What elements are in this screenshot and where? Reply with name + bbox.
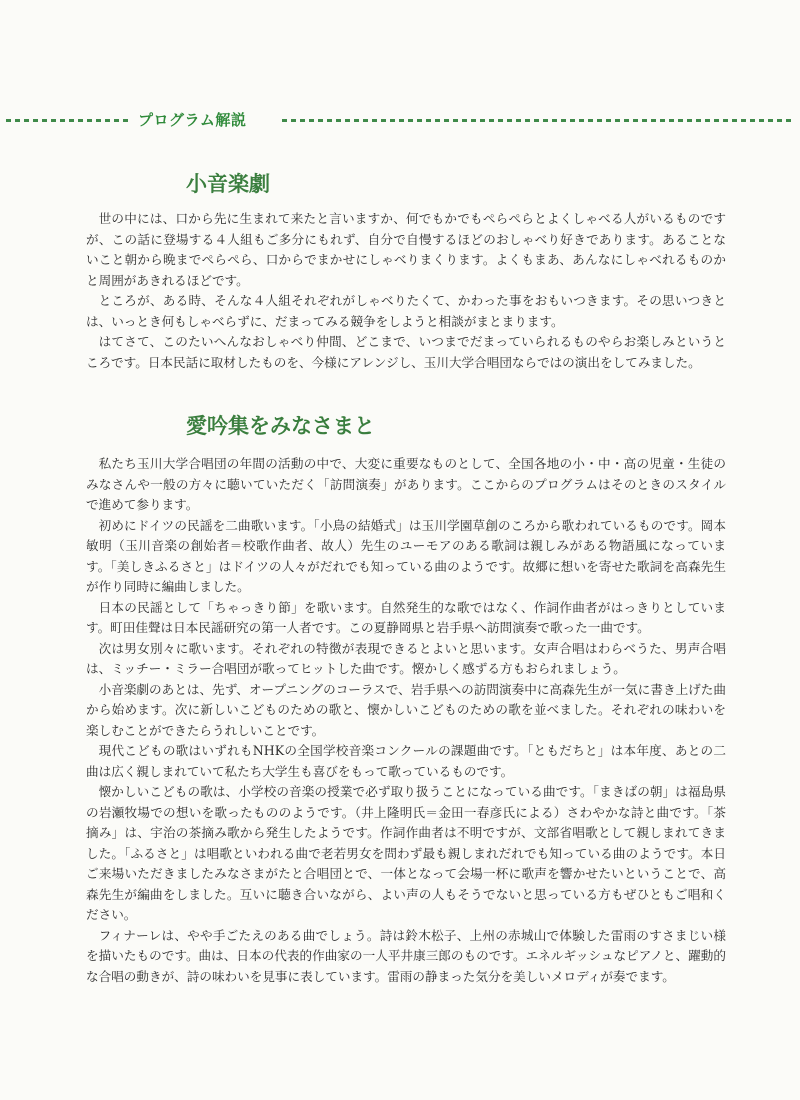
paragraph: 日本の民謡として「ちゃっきり節」を歌います。自然発生的な歌ではなく、作詞作曲者がはっきりとしています。町田佳聲は日本民謡研究の第一人者です。この夏静岡県と岩手県へ訪問演奏で歌った一曲です。 <box>86 599 726 635</box>
header-title: プログラム解説 <box>138 111 247 129</box>
section-title-small-music-drama: 小音楽劇 <box>186 172 270 196</box>
header-rule-right <box>282 119 794 122</box>
section-body-small-music-drama <box>86 209 726 373</box>
paragraph: 世の中には、口から先に生まれて来たと言いますか、何でもかでもぺらぺらとよくしゃべる人がいるものですが、この話に登場する４人組もご多分にもれず、自分で自慢するほどのおしゃべり好きであります。あることないこと朝から晩までぺらぺら、口からでまかせにしゃべりまくります。よくもまあ、あんなにしゃべれるものかと周囲があきれるほどです。 <box>86 211 726 288</box>
paragraph: 次は男女別々に歌います。それぞれの特徴が表現できるとよいと思います。女声合唱はわらべうた、男声合唱は、ミッチー・ミラー合唱団が歌ってヒットした曲です。懐かしく感ずる方もおられましょう。 <box>86 640 726 676</box>
paragraph: 小音楽劇のあとは、先ず、オープニングのコーラスで、岩手県への訪問演奏中に高森先生が一気に書き上げた曲から始めます。次に新しいこどものための歌と、懐かしいこどものための歌を並べました。それぞれの味わいを楽しむことができたらうれしいことです。 <box>86 681 726 738</box>
paragraph: はてさて、このたいへんなおしゃべり仲間、どこまで、いつまでだまっていられるものやらお楽しみというところです。日本民話に取材したものを、今様にアレンジし、玉川大学合唱団ならではの演出をしてみました。 <box>86 334 726 370</box>
section-body-aigin-collection <box>86 454 726 987</box>
paragraph: 現代こどもの歌はいずれもNHKの全国学校音楽コンクールの課題曲です。「ともだちと」は本年度、あとの二曲は広く親しまれていて私たち大学生も喜びをもって歌っているものです。 <box>86 743 726 779</box>
section-header <box>0 108 800 132</box>
paragraph: 懐かしいこどもの歌は、小学校の音楽の授業で必ず取り扱うことになっている曲です。「まきばの朝」は福島県の岩瀬牧場での想いを歌ったもののようです。（井上隆明氏＝金田一春彦氏による）さわやかな詩と曲です。「茶摘み」は、宇治の茶摘み歌から発生したようです。作詞作曲者は不明ですが、文部省唱歌として親しまれてきました。「ふるさと」は唱歌といわれる曲で老若男女を問わず最も親しまれだれでも知っている曲のようです。本日ご来場いただきましたみなさまがたと合唱団とで、一体となって会場一杯に歌声を響かせたいということで、高森先生が編曲をしました。互いに聴き合いながら、よい声の人もそうでないと思っている方もぜひともご唱和ください。 <box>86 784 726 922</box>
header-rule-left <box>6 119 130 122</box>
paragraph: フィナーレは、やや手ごたえのある曲でしょう。詩は鈴木松子、上州の赤城山で体験した雷雨のすさまじい様を描いたものです。曲は、日本の代表的作曲家の一人平井康三郎のものです。エネルギッシュなピアノと、躍動的な合唱の動きが、詩の味わいを見事に表しています。雷雨の静まった気分を美しいメロディが奏でます。 <box>86 927 726 984</box>
paragraph: 初めにドイツの民謡を二曲歌います。「小鳥の結婚式」は玉川学園草創のころから歌われているものです。岡本敏明（玉川音楽の創始者＝校歌作曲者、故人）先生のユーモアのある歌詞は親しみがある物語風になっています。「美しきふるさと」はドイツの人々がだれでも知っている曲のようです。故郷に想いを寄せた歌詞を高森先生が作り同時に編曲しました。 <box>86 517 726 594</box>
section-title-aigin-collection: 愛吟集をみなさまと <box>186 414 375 438</box>
paragraph: ところが、ある時、そんな４人組それぞれがしゃべりたくて、かわった事をおもいつきます。その思いつきとは、いっとき何もしゃべらずに、だまってみる競争をしようと相談がまとまります。 <box>86 293 726 329</box>
paragraph: 私たち玉川大学合唱団の年間の活動の中で、大変に重要なものとして、全国各地の小・中・高の児童・生徒のみなさんや一般の方々に聴いていただく「訪問演奏」があります。ここからのプログラムはそのときのスタイルで進めて参ります。 <box>86 456 726 512</box>
